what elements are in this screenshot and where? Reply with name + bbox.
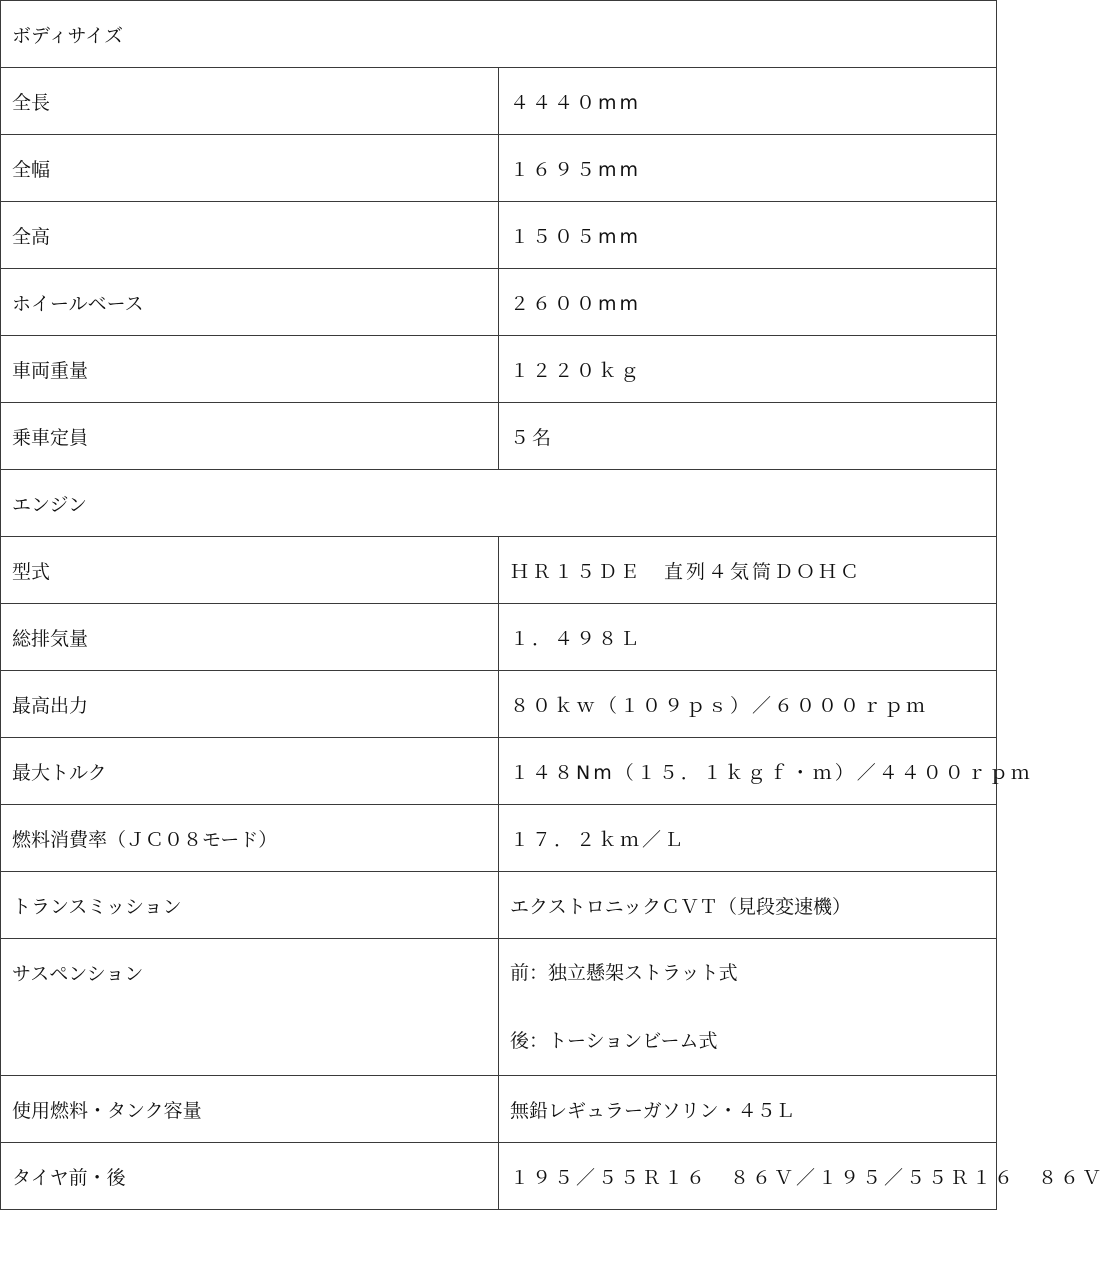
table-row-suspension xyxy=(1,939,997,1076)
row-value: ４４４０mm xyxy=(499,68,997,135)
table-row-tires xyxy=(1,1143,997,1210)
table-row-height xyxy=(1,202,997,269)
row-value: ＨＲ１５ＤＥ 直列４気筒ＤＯＨＣ xyxy=(499,537,997,604)
row-value: ２６００mm xyxy=(499,269,997,336)
suspension-rear: 後：トーションビーム式 xyxy=(510,1030,718,1052)
table-row-wheelbase xyxy=(1,269,997,336)
table-row-fuel-tank xyxy=(1,1076,997,1143)
row-label: 全高 xyxy=(1,202,499,269)
row-label: 型式 xyxy=(1,537,499,604)
table-row-fuel-economy xyxy=(1,805,997,872)
section-row-body-size xyxy=(1,1,997,68)
row-value: １５０５mm xyxy=(499,202,997,269)
row-label: 使用燃料・タンク容量 xyxy=(1,1076,499,1143)
row-label: タイヤ前・後 xyxy=(1,1143,499,1210)
row-label: 全長 xyxy=(1,68,499,135)
table-row-displacement xyxy=(1,604,997,671)
row-value: １９５／５５Ｒ１６ ８６Ｖ／１９５／５５Ｒ１６ ８６Ｖ xyxy=(499,1143,997,1210)
row-value: １．４９８Ｌ xyxy=(499,604,997,671)
row-label: ホイールベース xyxy=(1,269,499,336)
table-row-weight xyxy=(1,336,997,403)
row-label: 総排気量 xyxy=(1,604,499,671)
row-value: １４８Nm（１５．１ｋｇｆ・ｍ）／４４００ｒｐｍ xyxy=(499,738,997,805)
row-label: 全幅 xyxy=(1,135,499,202)
table-row-max-torque xyxy=(1,738,997,805)
table-row-capacity xyxy=(1,403,997,470)
row-value: １２２０ｋｇ xyxy=(499,336,997,403)
suspension-front: 前：独立懸架ストラット式 xyxy=(510,962,738,984)
row-label: 乗車定員 xyxy=(1,403,499,470)
table-row-length xyxy=(1,68,997,135)
table-row-max-power xyxy=(1,671,997,738)
row-value: １６９５mm xyxy=(499,135,997,202)
row-label: 燃料消費率（ＪＣ０８モード） xyxy=(1,805,499,872)
row-value: エクストロニックＣＶＴ（見段変速機） xyxy=(499,872,997,939)
row-label: 車両重量 xyxy=(1,336,499,403)
row-label: 最高出力 xyxy=(1,671,499,738)
row-value: 無鉛レギュラーガソリン・４５Ｌ xyxy=(499,1076,997,1143)
row-value: １７．２ｋｍ／Ｌ xyxy=(499,805,997,872)
row-value: ５名 xyxy=(499,403,997,470)
table-row-model xyxy=(1,537,997,604)
row-value-multiline xyxy=(499,939,997,1076)
row-label: サスペンション xyxy=(1,939,499,1076)
table-row-transmission xyxy=(1,872,997,939)
row-label: 最大トルク xyxy=(1,738,499,805)
row-label: トランスミッション xyxy=(1,872,499,939)
table-row-width xyxy=(1,135,997,202)
section-row-engine xyxy=(1,470,997,537)
section-heading-engine: エンジン xyxy=(1,470,997,537)
section-heading-body-size: ボディサイズ xyxy=(1,1,997,68)
row-value: ８０ｋｗ（１０９ｐｓ）／６０００ｒｐｍ xyxy=(499,671,997,738)
